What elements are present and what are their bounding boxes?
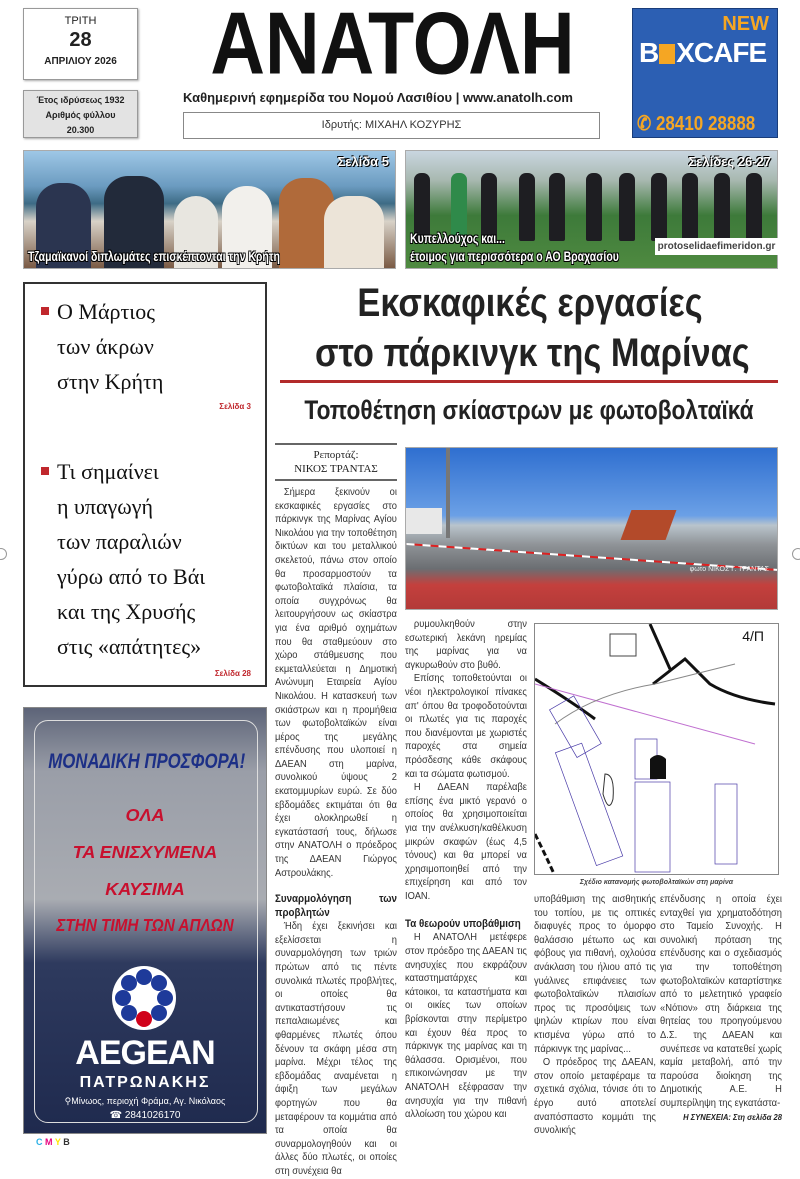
ad-brand bbox=[639, 37, 766, 69]
bullet-square-icon bbox=[41, 307, 49, 315]
watermark: protoselidaefimeridon.gr bbox=[655, 238, 778, 255]
teaser-line: των άκρων bbox=[57, 334, 154, 359]
paragraph: Ο πρόεδρος της ΔΑΕΑΝ, στον οποίο μεταφέραμε τα σχετικά σχόλια, τόνισε ότι το έργο αυτό αποτελεί αναπόσπαστο κομμάτι της συνολικής bbox=[534, 1056, 656, 1137]
date-box bbox=[23, 8, 138, 80]
player-figure bbox=[651, 173, 667, 241]
byline-name: ΝΙΚΟΣ ΤΡΑΝΤΑΣ bbox=[294, 463, 378, 475]
tagline: Καθημερινή εφημερίδα του Νομού Λασιθίου | www.anatolh.com bbox=[183, 90, 573, 105]
ad-owner: ΠΑΤΡΩΝΑΚΗΣ bbox=[79, 1074, 211, 1091]
paragraph: Σήμερα ξεκινούν οι εκσκαφικές εργασίες στο πάρκινγκ της Μαρίνας Αγίου Νικολάου για την τοποθέτηση δικτύων και του μεταλλικού σκελετού, πάνω στον οποίο θα προσαρμοστούν τα φωτοβολταϊκά πλαίσια, τα οποία συγχρόνως θα λειτουργήσουν ως σκίαστρα για ένα αριθμό οχημάτων που θα σταθμεύουν στο χώρο στάθμευσης που εκμεταλλεύεται η Δημοτική Ανώνυμη Εταιρεία Αγίου Νικολάου. Η κατασκευή των σκιάστρων και η προμήθεια των φωτοβολταϊκών είναι μέρος της μεγάλης επένδυσης που υλοποιεί η ΔΑΕΑΝ στη μαρίνα, συνολικού ύψους 2 εκατομμυρίων ευρώ. Σε δύο εβδομάδες εκτιμάται ότι θα έχει ολοκληρωθεί η εγκατάστασή τους, δήλωσε στην ΑΝΑΤΟΛΗ ο πρόεδρος της ΔΑΕΑΝ Γιώργος Αστρουλάκης. bbox=[275, 486, 397, 879]
ad-line: ΣΤΗΝ ΤΙΜΗ ΤΩΝ ΑΠΛΩΝ bbox=[56, 915, 234, 935]
article-column-2 bbox=[405, 618, 527, 1122]
teaser-line: γύρω από το Βάι bbox=[57, 564, 206, 589]
article-photo-parking[interactable] bbox=[405, 447, 778, 610]
paragraph: Επίσης τοποθετούνται οι νέοι ηλεκτρολογικοί πίνακες απ' όπου θα τροφοδοτούνται οι πλωτές για τις παροχές που διανέμονται με χωριστές παροχές στα σημεία πρόσδεσης κάθε σκάφους και τα σώματα φωτισμού. bbox=[405, 672, 527, 780]
page-ref: Σελίδες 26-27 bbox=[688, 154, 771, 169]
teaser-item[interactable] bbox=[41, 454, 205, 664]
photo-credit: φωτο ΝΙΚΟΣ Γ. ΤΡΑΝΤΑΣ bbox=[689, 566, 769, 573]
founded-year: Έτος ιδρύσεως 1932 bbox=[36, 95, 125, 105]
ad-headline: ΜΟΝΑΔΙΚΗ ΠΡΟΣΦΟΡΑ! bbox=[48, 750, 246, 773]
aegean-logo-icon bbox=[112, 966, 176, 1030]
location-pin-icon: ⚲ bbox=[64, 1096, 72, 1106]
ad-line: ΟΛΑ bbox=[125, 805, 165, 825]
byline bbox=[275, 443, 397, 481]
ad-phone bbox=[637, 111, 755, 136]
article-column-3 bbox=[534, 893, 656, 1138]
ad-address-text: Μίνωος, περιοχή Φράμα, Αγ. Νικόλαος bbox=[71, 1096, 226, 1106]
ad-phone-number: 2841026170 bbox=[124, 1110, 181, 1121]
byline-label: Ρεπορτάζ: bbox=[313, 449, 359, 461]
player-figure bbox=[714, 173, 730, 241]
bullet-square-icon bbox=[41, 467, 49, 475]
ad-phone bbox=[24, 1110, 266, 1122]
player-figure bbox=[586, 173, 602, 241]
teaser-box bbox=[23, 282, 267, 687]
photovoltaic-layout-diagram[interactable] bbox=[534, 623, 779, 875]
cmyb-c: C bbox=[36, 1137, 43, 1147]
paragraph: επένδυσης η οποία έχει ενταχθεί για χρηματοδότηση στο Ταμείο Συνοχής. Η συνολική πρόταση της επένδυσης και ο σχεδιασμός για την τοποθέτηση φωτοβολταϊκών καταρτίστηκε από το μελετητικό γραφείο «Νότιον» στη διάρκεια της θητείας του προηγούμενου Δ.Σ. της ΔΑΕΑΝ και συνέπεσε να κατατεθεί χωρίς καμία μεταβολή, από την παρούσα διοίκηση της Δημοτικής Α.Ε. Η συμπερίληψη της εγκατάστα- bbox=[660, 893, 782, 1109]
diagram-label: 4/Π bbox=[742, 628, 764, 644]
sub-headline: Τοποθέτηση σκίαστρων με φωτοβολταϊκά bbox=[304, 395, 754, 425]
building bbox=[406, 508, 442, 534]
cmyb-y: Y bbox=[54, 1137, 61, 1147]
headline-divider bbox=[280, 380, 778, 383]
page-ref: Σελίδα 5 bbox=[337, 154, 389, 169]
paragraph: υποβάθμιση της αισθητικής του τοπίου, με τις οπτικές διαφυγές προς το όμορφο θαλάσσιο μέτωπο ως και φόβους για πιθανή, οχλούσα ανάκλαση του ήλιου από τις γυάλινες επιφάνειες των φωτοβολταϊκών πλαισίων προς τις προσόψεις των ψηλών κτιρίων που είναι κτισμένα γύρω από το πάρκινγκ της μαρίνας... bbox=[534, 893, 656, 1055]
excavator bbox=[621, 510, 677, 540]
headline-line1: Εκσκαφικές εργασίες bbox=[357, 281, 703, 325]
ad-new-label: NEW bbox=[722, 13, 769, 35]
issue-info-box bbox=[23, 90, 138, 138]
photo-caption-line2: έτοιμος για περισσότερα ο ΑΟ Βραχασίου bbox=[410, 248, 619, 264]
phone-icon: ☎ bbox=[109, 1110, 123, 1121]
paragraph: Η ΑΝΑΤΟΛΗ μετέφερε στον πρόεδρο της ΔΑΕΑΝ τις ανησυχίες που εκφράζουν καταστηματάρχες και κάτοικοι, τα καταστήματα και οι οικίες των οποίων βρίσκονται στην περίμετρο και έχουν θέα προς το πάρκινγκ της μαρίνας και τη θάλασσα. Ορισμένοι, που επικοινώνησαν με την ΑΝΑΤΟΛΗ εξέφρασαν την ανησυχία για την πιθανή αλλοίωση του χώρου και bbox=[405, 931, 527, 1121]
section-subheading: Τα θεωρούν υποβάθμιση bbox=[405, 918, 521, 931]
brand-letter: B bbox=[639, 37, 659, 68]
light-pole bbox=[446, 448, 450, 538]
paragraph: Ήδη έχει ξεκινήσει και εξελίσσεται η συναρμολόγηση των τριών πρώτων από τις πέντε συνολικά πλωτές προβλήτες, οι οποίες θα αντικαταστήσουν τις πεπαλαιωμένες και φθαρμένες πλωτές όπου δένουν τα σκάφη μέσα στη μαρίνα. Μέχρι τέλος της εβδομάδας αναμένεται η άφιξη των μεγάλων φορτηγών που θα μεταφέρουν τα κομμάτια από τα οποία θα συναρμολογηθούν και οι άλλες δύο πλωτές, οι οποίες στη συνέχεια θα bbox=[275, 920, 397, 1177]
cmyb-marks bbox=[36, 1137, 70, 1147]
teaser-page-ref: Σελίδα 28 bbox=[214, 669, 251, 678]
registration-mark-icon bbox=[792, 548, 800, 560]
section-subheading: Συναρμολόγηση των προβλητών bbox=[275, 893, 397, 920]
ad-line: ΚΑΥΣΙΜΑ bbox=[105, 879, 185, 899]
issue-number: 20.300 bbox=[66, 125, 95, 135]
masthead-logo[interactable]: ΑΝΑΤΟΛΗ bbox=[210, 0, 575, 93]
teaser-line: η υπαγωγή bbox=[57, 494, 153, 519]
weekday: ΤΡΙΤΗ bbox=[64, 15, 97, 27]
ad-brand: AEGEAN bbox=[75, 1034, 215, 1072]
phone-icon: ✆ bbox=[637, 113, 652, 135]
cmyb-b: B bbox=[63, 1137, 70, 1147]
main-headline[interactable] bbox=[315, 278, 750, 378]
teaser-line: Τι σημαίνει bbox=[57, 459, 159, 484]
teaser-line: των παραλιών bbox=[57, 529, 182, 554]
player-figure bbox=[519, 173, 535, 241]
photo-story-diplomats[interactable] bbox=[23, 150, 396, 269]
paragraph: ρυμουλκηθούν στην εσωτερική λεκάνη ηρεμίας της μαρίνας για να αγκυρωθούν στο βυθό. bbox=[405, 618, 527, 671]
article-column-1 bbox=[275, 486, 397, 1179]
aegean-fuel-ad[interactable] bbox=[23, 707, 267, 1134]
player-figure bbox=[682, 173, 698, 241]
diagram-caption: Σχέδιο κατανομής φωτοβολταϊκών στη μαρίνα bbox=[579, 879, 734, 886]
cmyb-m: M bbox=[45, 1137, 53, 1147]
article-column-4 bbox=[660, 893, 782, 1123]
diagram-drawing bbox=[535, 624, 779, 875]
teaser-item[interactable] bbox=[41, 294, 163, 399]
month-year: ΑΠΡΙΛΙΟΥ 2026 bbox=[44, 56, 117, 67]
boxcafe-ad[interactable] bbox=[632, 8, 778, 138]
speech-bubble-icon bbox=[659, 44, 675, 64]
player-figure bbox=[549, 173, 565, 241]
photo-caption-line1: Κυπελλούχος και... bbox=[410, 230, 505, 246]
photo-caption: Τζαμαϊκανοί διπλωμάτες επισκέπτονται την Κρήτη bbox=[28, 248, 280, 264]
teaser-page-ref: Σελίδα 3 bbox=[219, 402, 251, 411]
issue-label: Αριθμός φύλλου bbox=[45, 110, 116, 120]
continued-link[interactable]: Η ΣΥΝΕΧΕΙΑ: Στη σελίδα 28 bbox=[683, 1111, 782, 1122]
teaser-line: στις «απάτητες» bbox=[57, 634, 202, 659]
player-figure bbox=[746, 173, 762, 241]
ad-phone-number: 28410 28888 bbox=[655, 113, 756, 135]
teaser-line: και της Χρυσής bbox=[57, 599, 196, 624]
ad-address bbox=[24, 1096, 266, 1107]
headline-line2: στο πάρκινγκ της Μαρίνας bbox=[315, 331, 750, 375]
ad-line: ΤΑ ΕΝΙΣΧΥΜΕΝΑ bbox=[72, 842, 218, 862]
day-number: 28 bbox=[69, 29, 92, 51]
player-figure bbox=[619, 173, 635, 241]
brand-rest: XCAFE bbox=[676, 37, 767, 68]
registration-mark-icon bbox=[0, 548, 7, 560]
teaser-line: Ο Μάρτιος bbox=[57, 299, 155, 324]
founder-box: Ιδρυτής: ΜΙΧΑΗΛ ΚΟΖΥΡΗΣ bbox=[183, 112, 600, 139]
person-figure bbox=[324, 196, 384, 268]
paragraph: Η ΔΑΕΑΝ παρέλαβε επίσης ένα μικτό γερανό ο οποίος θα χρησιμοποιείται για την ανέλκυση/καθέλκυση μικρών σκαφών (έως 4,5 τόνους) και θα μπορεί να χρησιμοποιηθεί από την επιχείρηση και από τον ΙΟΑΝ. bbox=[405, 781, 527, 902]
teaser-line: στην Κρήτη bbox=[57, 369, 164, 394]
